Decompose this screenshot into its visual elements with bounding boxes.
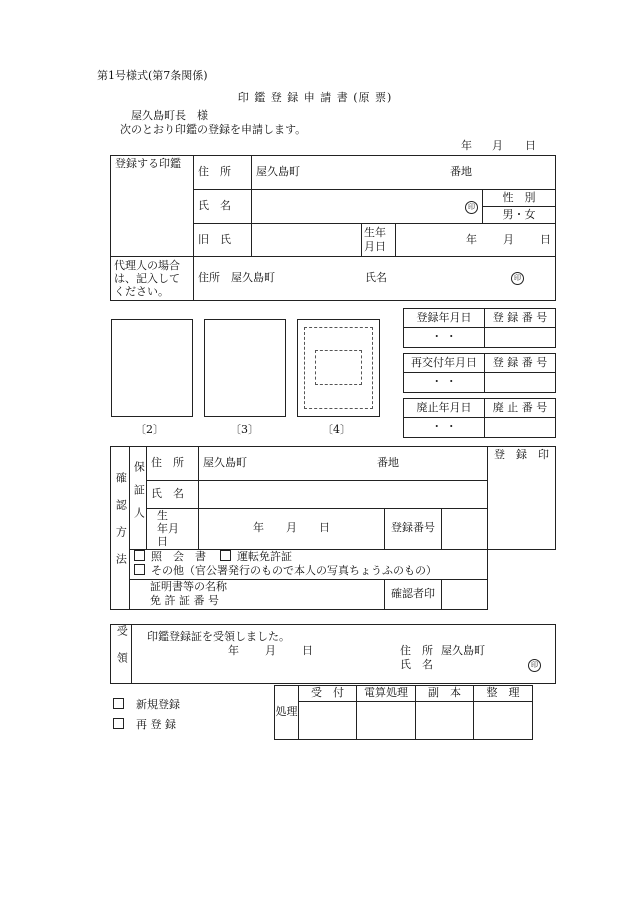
guarantor-birth-field[interactable]: 年 月 日 (199, 509, 385, 550)
seal-guide-inner (315, 350, 362, 385)
cert-info[interactable]: 証明書等の名称 免 許 証 番 号 (130, 579, 385, 609)
registry-table-1 (403, 308, 556, 348)
name-label: 氏 名 (194, 190, 252, 224)
intro-text: 次のとおり印鑑の登録を申請します。 (120, 123, 307, 136)
confirmation-table (110, 446, 556, 610)
checkbox-icon[interactable] (220, 550, 231, 561)
process-cell-arrange[interactable] (474, 702, 533, 740)
confirm-method-label: 確認方法 (111, 447, 130, 610)
former-name-label: 旧 氏 (194, 224, 252, 257)
registry-table-3 (403, 398, 556, 438)
checkbox-icon[interactable] (134, 550, 145, 561)
confirm-spacer (442, 549, 488, 579)
applicant-table (110, 155, 556, 301)
checkbox-icon[interactable] (113, 718, 124, 729)
confirmer-seal-field[interactable] (442, 579, 488, 609)
registry-table-2 (403, 353, 556, 393)
seal-mark-icon: 印 (511, 272, 524, 285)
abolish-number-field[interactable] (485, 418, 556, 438)
processing-table (274, 685, 533, 740)
process-cell-receipt[interactable] (299, 702, 357, 740)
guarantor-name-label: 氏 名 (147, 481, 199, 509)
gender-cell[interactable] (483, 190, 556, 224)
check-other[interactable]: その他（官公署発行のもので本人の写真ちょうふのもの） (134, 564, 438, 578)
proxy-field[interactable]: 住所 屋久島町 氏名 印 (194, 257, 556, 301)
former-name-field[interactable] (252, 224, 362, 257)
reissue-date-field[interactable]: ・ ・ (404, 373, 485, 393)
registry-date-label: 登録年月日 (404, 309, 485, 328)
form-title: 印 鑑 登 録 申 請 書 (原 票) (237, 91, 393, 104)
proxy-label: 代理人の場合は、記入してください。 (111, 257, 194, 301)
process-header-copy: 副 本 (416, 686, 474, 702)
reg-number-field[interactable] (442, 509, 488, 550)
check-inquiry[interactable]: 照 会 書 運転免許証 (134, 550, 438, 564)
registry-number-label: 登 録 番 号 (485, 309, 556, 328)
reg-number-label: 登録番号 (385, 509, 442, 550)
checkbox-icon[interactable] (113, 698, 124, 709)
guarantor-name-field[interactable] (199, 481, 488, 509)
abolish-date-label: 廃止年月日 (404, 399, 485, 418)
birth-label: 生年月日 (362, 224, 396, 257)
process-header-receipt: 受 付 (299, 686, 357, 702)
seal-mark-icon: 印 (528, 659, 541, 672)
address-field[interactable]: 屋久島町 番地 (252, 156, 556, 190)
abolish-date-field[interactable]: ・ ・ (404, 418, 485, 438)
form-number: 第1号様式(第7条関係) (97, 69, 208, 82)
seal-box-2-label: 〔2〕 (135, 423, 164, 436)
confirmer-seal-label: 確認者印 (385, 579, 442, 609)
address-label: 住 所 (194, 156, 252, 190)
gender-value[interactable]: 男・女 (502, 208, 536, 221)
process-header-computer: 電算処理 (357, 686, 416, 702)
seal-box-2[interactable] (111, 319, 193, 417)
seal-box-3[interactable] (204, 319, 286, 417)
receipt-label: 受領 (111, 625, 132, 684)
addressee: 屋久島町長 様 (131, 109, 208, 122)
registry-date-field[interactable]: ・ ・ (404, 328, 485, 348)
process-label: 処理 (275, 686, 299, 740)
reissue-number-field[interactable] (485, 373, 556, 393)
guarantor-address-field[interactable]: 屋久島町 番地 (199, 447, 488, 481)
application-date: 年 月 日 (461, 139, 536, 152)
registered-seal-box[interactable]: 登 録 印 (488, 447, 556, 550)
guarantor-birth-label: 生 年月 日 (147, 509, 199, 550)
confirm-checks (130, 549, 442, 579)
abolish-number-label: 廃 止 番 号 (485, 399, 556, 418)
receipt-table (110, 624, 556, 684)
seal-box-4-label: 〔4〕 (322, 423, 351, 436)
process-header-arrange: 整 理 (474, 686, 533, 702)
registry-number-field[interactable] (485, 328, 556, 348)
checkbox-icon[interactable] (134, 564, 145, 575)
receipt-field[interactable]: 印鑑登録証を受領しました。 年 月 日 住 所 屋久島町 氏 名 印 (132, 625, 556, 684)
register-seal-label: 登録する印鑑 (111, 156, 194, 257)
re-registration-option[interactable]: 再 登 録 (113, 718, 176, 730)
name-field[interactable] (252, 190, 483, 224)
gender-label: 性 別 (483, 190, 555, 207)
reissue-date-label: 再交付年月日 (404, 354, 485, 373)
seal-box-3-label: 〔3〕 (230, 423, 259, 436)
birth-field[interactable]: 年 月 日 (396, 224, 556, 257)
process-cell-computer[interactable] (357, 702, 416, 740)
guarantor-label: 保証人 (130, 447, 147, 550)
new-registration-option[interactable]: 新規登録 (113, 698, 180, 710)
guarantor-address-label: 住 所 (147, 447, 199, 481)
process-cell-copy[interactable] (416, 702, 474, 740)
reissue-number-label: 登 録 番 号 (485, 354, 556, 373)
seal-mark-icon: 印 (465, 201, 478, 214)
